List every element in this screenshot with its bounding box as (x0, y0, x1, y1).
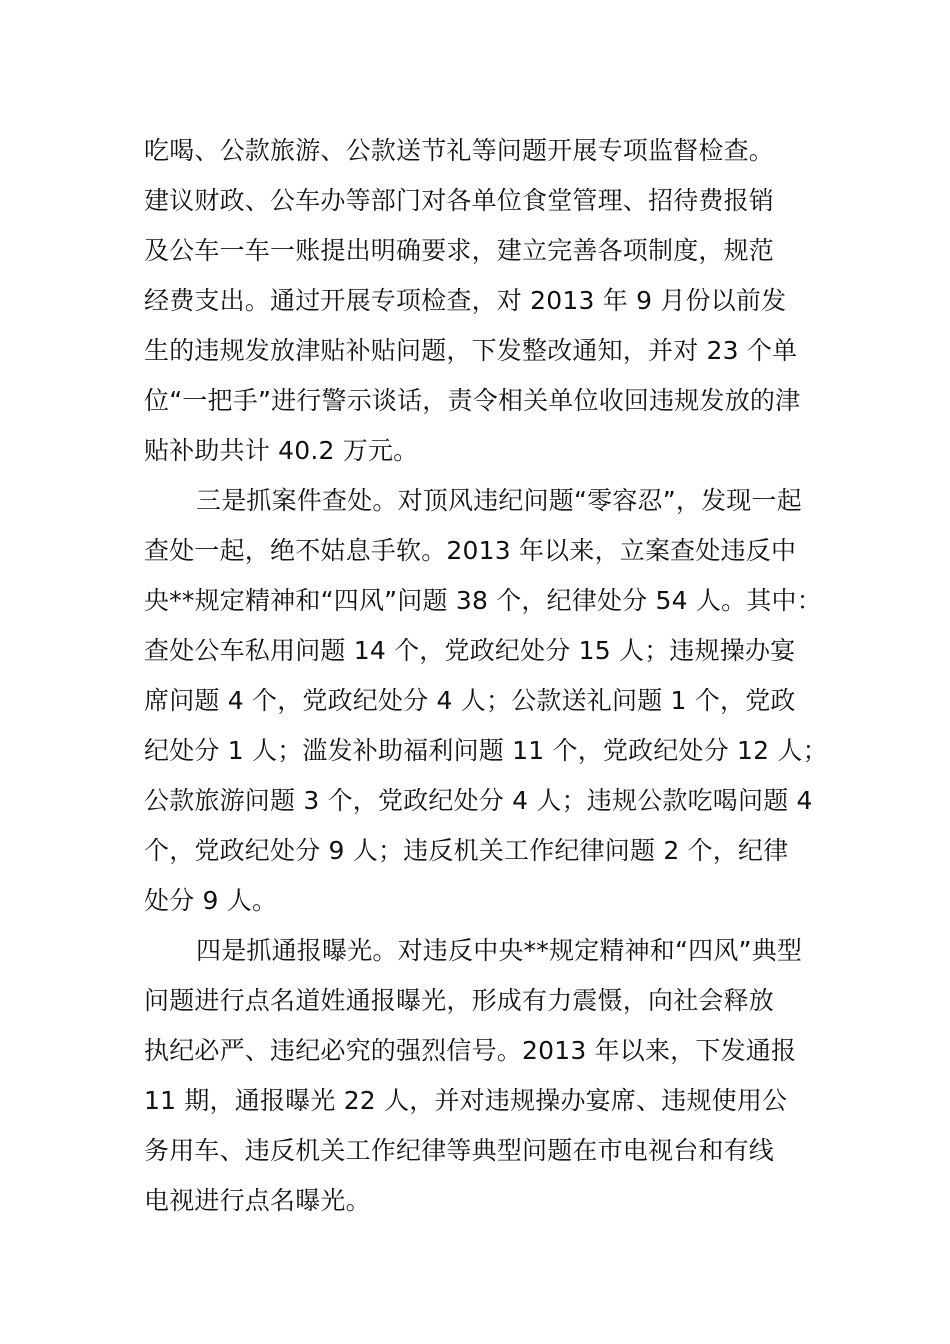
text-line: 处分 9 人。 (144, 886, 278, 915)
text-line: 查处公车私用问题 14 个，党政纪处分 15 人；违规操办宴 (144, 636, 796, 665)
text-line: 纪处分 1 人；滥发补助福利问题 11 个，党政纪处分 12 人； (144, 736, 828, 765)
text-line: 生的违规发放津贴补贴问题，下发整改通知，并对 23 个单 (144, 336, 798, 365)
text-line: 11 期，通报曝光 22 人，并对违规操办宴席、违规使用公 (144, 1086, 788, 1115)
text-line: 位“一把手”进行警示谈话，责令相关单位收回违规发放的津 (144, 386, 801, 415)
body-text (144, 126, 844, 1226)
text-line: 建议财政、公车办等部门对各单位食堂管理、招待费报销 (144, 186, 775, 215)
text-line: 公款旅游问题 3 个，党政纪处分 4 人；违规公款吃喝问题 4 (144, 786, 813, 815)
text-line: 席问题 4 个，党政纪处分 4 人；公款送礼问题 1 个，党政 (144, 686, 796, 715)
text-line: 电视进行点名曝光。 (144, 1186, 371, 1215)
text-line: 问题进行点名道姓通报曝光，形成有力震慑，向社会释放 (144, 986, 775, 1015)
text-line: 经费支出。通过开展专项检查，对 2013 年 9 月份以前发 (144, 286, 787, 315)
text-line: 个，党政纪处分 9 人；违反机关工作纪律问题 2 个，纪律 (144, 836, 789, 865)
text-line: 查处一起，绝不姑息手软。2013 年以来，立案查处违反中 (144, 536, 797, 565)
paragraph-start-line: 四是抓通报曝光。对违反中央**规定精神和“四风”典型 (196, 936, 803, 965)
text-line: 央**规定精神和“四风”问题 38 个，纪律处分 54 人。其中： (144, 586, 822, 615)
text-line: 吃喝、公款旅游、公款送节礼等问题开展专项监督检查。 (144, 136, 775, 165)
text-line: 及公车一车一账提出明确要求，建立完善各项制度，规范 (144, 236, 775, 265)
text-line: 务用车、违反机关工作纪律等典型问题在市电视台和有线 (144, 1136, 775, 1165)
text-line: 贴补助共计 40.2 万元。 (144, 436, 419, 465)
text-line: 执纪必严、违纪必究的强烈信号。2013 年以来，下发通报 (144, 1036, 797, 1065)
paragraph-start-line: 三是抓案件查处。对顶风违纪问题“零容忍”，发现一起 (196, 486, 802, 515)
